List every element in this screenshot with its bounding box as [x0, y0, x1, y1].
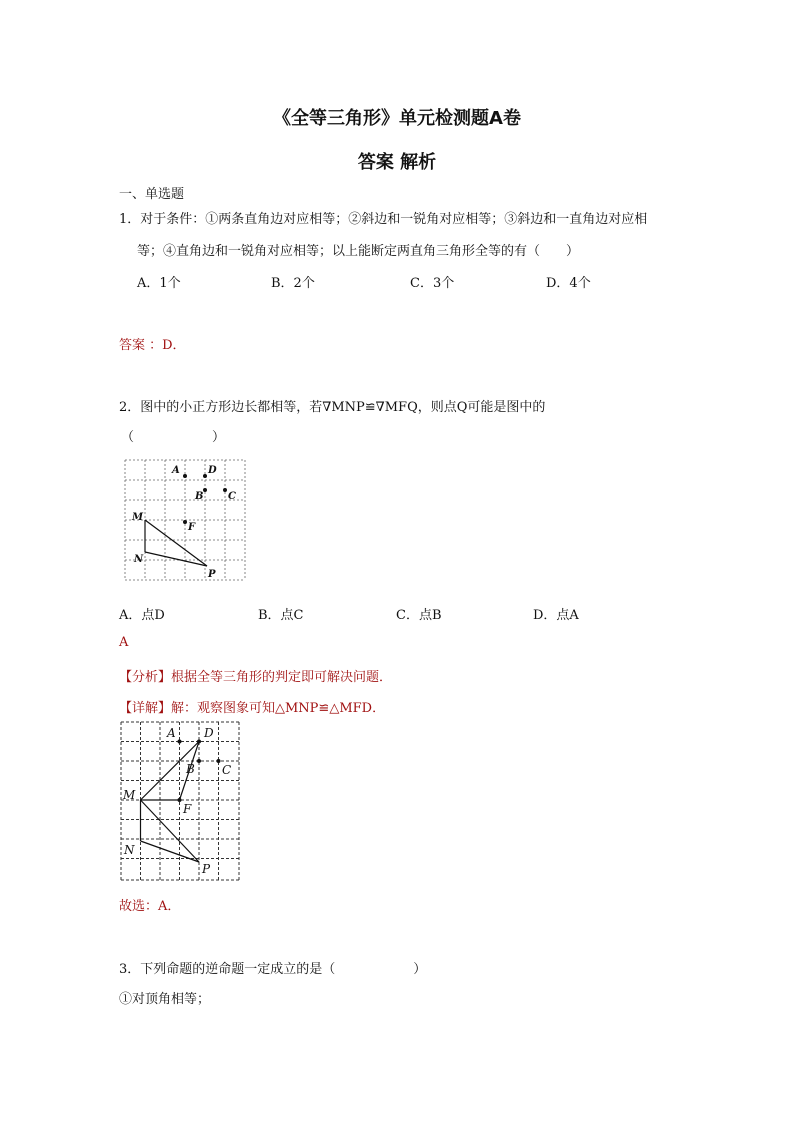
- q3-item1: ①对顶角相等；: [119, 992, 211, 1007]
- q2-detail: 【详解】解：观察图象可知△MNP≌△MFD．: [119, 701, 386, 716]
- fig2-label-n: N: [124, 843, 135, 857]
- q2-answer: A: [119, 635, 129, 650]
- q3-stem: 3．下列命题的逆命题一定成立的是（ ）: [119, 962, 427, 977]
- fig1-label-p: P: [208, 569, 216, 580]
- fig1-label-a: A: [172, 465, 180, 476]
- q2-solution-figure: [119, 720, 243, 884]
- q2-choice: 故选：A．: [119, 899, 181, 914]
- q2-stem-line1: 2．图中的小正方形边长都相等，若∇MNP≌∇MFQ，则点Q可能是图中的: [119, 400, 546, 415]
- fig1-label-c: C: [228, 491, 236, 502]
- q2-option-b: B．点C: [258, 608, 304, 623]
- q1-option-b: B．2个: [271, 276, 315, 291]
- q1-stem-line1: 1．对于条件：①两条直角边对应相等；②斜边和一锐角对应相等；③斜边和一直角边对应相: [119, 212, 648, 227]
- fig2-label-a: A: [167, 726, 176, 740]
- fig2-label-m: M: [123, 788, 136, 802]
- fig2-label-b: B: [186, 762, 195, 776]
- fig2-label-f: F: [183, 802, 192, 816]
- q2-option-a: A．点D: [119, 608, 165, 623]
- fig1-label-d: D: [208, 465, 217, 476]
- q1-stem-line2: 等；④直角边和一锐角对应相等；以上能断定两直角三角形全等的有（ ）: [137, 244, 580, 259]
- page-title: 《全等三角形》单元检测题A卷: [273, 108, 521, 129]
- q1-option-a: A．1个: [137, 276, 181, 291]
- q1-option-c: C．3个: [410, 276, 455, 291]
- fig2-label-d: D: [204, 726, 214, 740]
- q2-option-d: D．点A: [533, 608, 579, 623]
- q1-answer: 答案 ：D．: [119, 338, 186, 353]
- q2-grid-figure: [124, 459, 248, 585]
- fig1-label-n: N: [134, 554, 144, 565]
- fig1-label-m: M: [132, 512, 144, 523]
- q2-analysis: 【分析】根据全等三角形的判定即可解决问题．: [119, 670, 393, 685]
- q2-option-c: C．点B: [396, 608, 442, 623]
- page-subtitle: 答案 解析: [357, 152, 437, 173]
- fig2-label-c: C: [222, 763, 232, 777]
- section-heading: 一、单选题: [119, 187, 185, 202]
- q1-option-d: D．4个: [546, 276, 591, 291]
- fig1-label-f: F: [188, 522, 196, 533]
- fig1-label-b: B: [195, 491, 204, 502]
- fig2-label-p: P: [202, 862, 211, 876]
- q2-stem-line2: （ ）: [121, 430, 226, 445]
